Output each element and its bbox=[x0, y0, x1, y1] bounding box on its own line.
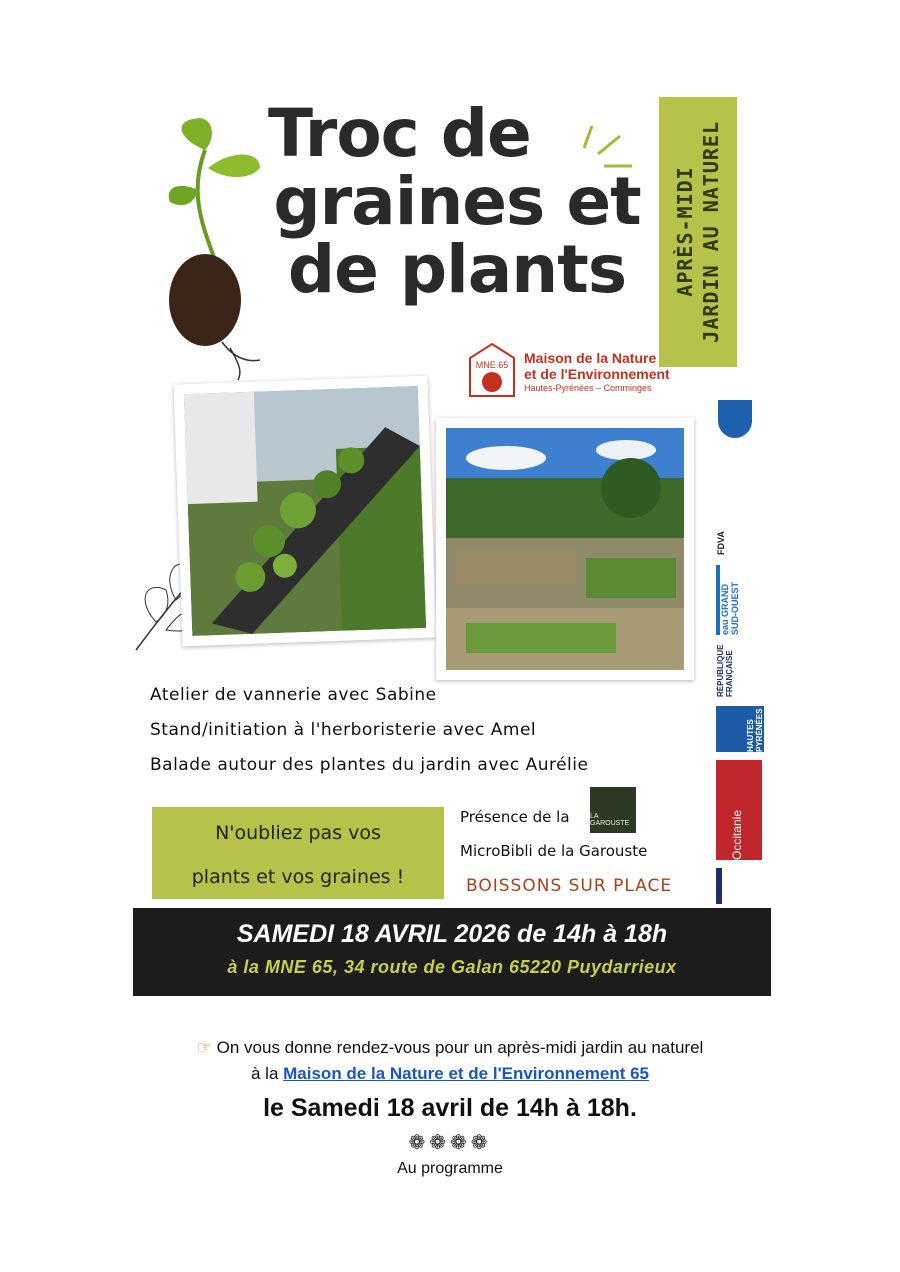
garouste-logo bbox=[590, 787, 636, 833]
photo-garden-beds bbox=[436, 418, 694, 680]
reminder-line-2: plants et vos graines ! bbox=[191, 866, 405, 888]
microbibli-line-2: MicroBibli de la Garouste bbox=[460, 842, 648, 860]
title-line-1: Troc de bbox=[268, 95, 531, 172]
sponsor-occitanie-label: Occitanie bbox=[730, 809, 744, 860]
reminder-line-1: N'oubliez pas vos bbox=[215, 822, 381, 844]
reminder-box bbox=[152, 807, 444, 899]
photo-seedling-trays-image bbox=[184, 386, 426, 636]
mne-link[interactable]: Maison de la Nature et de l'Environnement 65 bbox=[283, 1064, 649, 1083]
sponsor-hautes-pyrenees-label: HAUTES PYRÉNÉES bbox=[746, 708, 764, 752]
sponsor-logo-hautes-pyrenees bbox=[716, 706, 764, 752]
pointing-hand-icon: ☞ bbox=[196, 1038, 212, 1057]
photo-garden-beds-image bbox=[446, 428, 684, 670]
activity-item: Balade autour des plantes du jardin avec Aurélie bbox=[150, 755, 589, 775]
sponsor-logo-eau bbox=[716, 565, 770, 635]
microbibli-text bbox=[460, 800, 680, 868]
side-banner-line-1: APRÈS-MIDI bbox=[673, 166, 697, 298]
title-line-2: graines et bbox=[273, 163, 641, 240]
activity-item: Stand/initiation à l'herboristerie avec Amel bbox=[150, 720, 537, 740]
organizer-name bbox=[524, 350, 670, 382]
invite-line-2 bbox=[0, 1064, 900, 1084]
flower-icons: ❁❁❁❁ bbox=[408, 1130, 492, 1154]
invite-line-1 bbox=[0, 1038, 900, 1058]
event-banner bbox=[133, 908, 771, 996]
side-banner-line-2: JARDIN AU NATUREL bbox=[699, 121, 723, 343]
invite-text: On vous donne rendez-vous pour un après-midi jardin au naturel bbox=[216, 1038, 704, 1057]
activity-item: Atelier de vannerie avec Sabine bbox=[150, 685, 437, 705]
sponsor-eau-label: eau GRAND SUD-OUEST bbox=[720, 581, 740, 635]
microbibli-line-1: Présence de la bbox=[460, 808, 570, 826]
activities-list bbox=[150, 678, 690, 783]
mne-logo bbox=[468, 342, 516, 398]
sponsor-fdva-label: FDVA bbox=[716, 531, 726, 555]
sponsor-logo-1 bbox=[718, 400, 752, 438]
photo-seedling-trays bbox=[174, 376, 437, 647]
programme-heading: Au programme bbox=[397, 1160, 503, 1177]
sponsor-logo-occitanie bbox=[716, 760, 762, 860]
page-title bbox=[262, 95, 652, 308]
title-line-3: de plants bbox=[287, 231, 627, 308]
organizer-name-line-2: et de l'Environnement bbox=[524, 366, 670, 382]
sponsor-logo-republique bbox=[716, 645, 766, 697]
sponsor-republique-label: RÉPUBLIQUE FRANÇAISE bbox=[716, 644, 734, 697]
organizer-region: Hautes-Pyrénées – Comminges bbox=[524, 383, 652, 393]
sponsor-logo-fdva bbox=[716, 455, 766, 555]
sponsor-logo-prefecture bbox=[716, 868, 768, 904]
side-banner bbox=[659, 97, 737, 367]
event-address: à la MNE 65, 34 route de Galan 65220 Puydarrieux bbox=[227, 957, 677, 977]
organizer-name-line-1: Maison de la Nature bbox=[524, 350, 657, 366]
seedling-illustration bbox=[160, 110, 270, 380]
invite-prefix: à la bbox=[251, 1064, 284, 1083]
mne-logo-text: MNE 65 bbox=[475, 360, 509, 370]
garouste-logo-text: LA GAROUSTE bbox=[590, 813, 630, 827]
drinks-notice: BOISSONS SUR PLACE bbox=[466, 876, 673, 896]
event-date: SAMEDI 18 AVRIL 2026 de 14h à 18h bbox=[236, 920, 668, 948]
event-date-large: le Samedi 18 avril de 14h à 18h. bbox=[263, 1094, 637, 1122]
